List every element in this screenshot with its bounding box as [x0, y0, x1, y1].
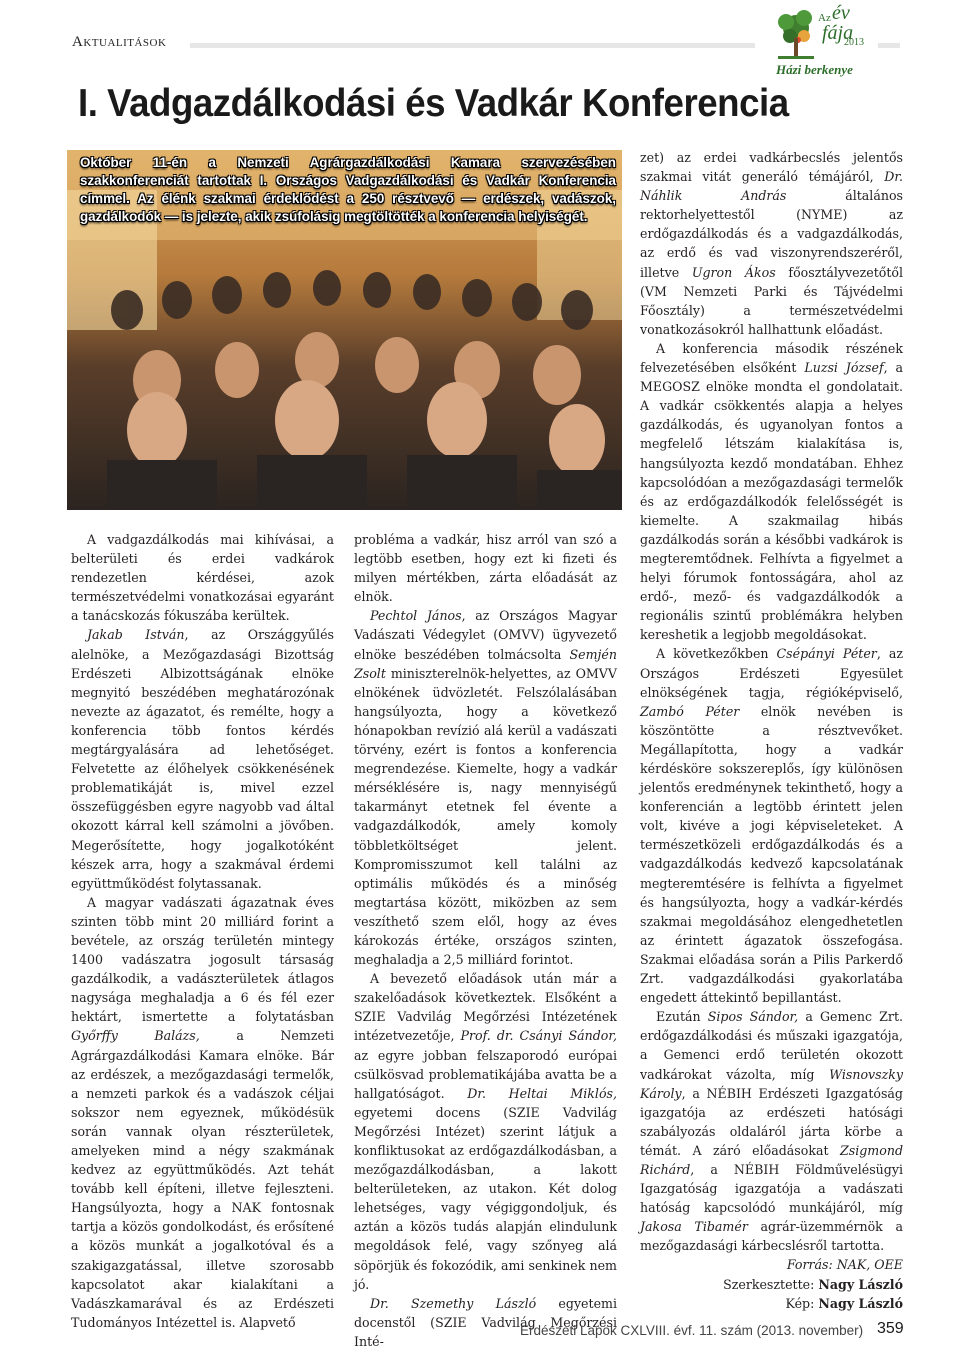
person-name: Győrffy Balázs, — [71, 1028, 200, 1044]
logo-caption: Házi berkenye — [776, 62, 853, 77]
person-name: Dr. Heltai Miklós, — [467, 1085, 617, 1101]
column-3 — [640, 148, 903, 1313]
person-name: Zambó Péter — [640, 703, 740, 719]
source-credit: Forrás: NAK, OEE — [786, 1257, 903, 1273]
person-name: Semjén Zsolt — [354, 646, 617, 681]
section-rule — [190, 43, 755, 48]
editor-credit: Szerkesztette: Nagy László — [723, 1276, 903, 1292]
logo-faja: fája — [822, 22, 854, 44]
paragraph: Jakab István, az Országgyűlés alelnöke, a Mezőgazdasági Bizottság Erdészeti Albizottságának elnöke megnyitó beszédében meghatározónak nevezte az ágazatot, és remélte, hogy a konferencia több fontos kérdés megtárgyalására ad lehetőséget. Felvetette az élőhelyek csökkenésének problematikáját is, mivel ezzel összefüggésben egyre nagyobb vad által okozott kárral kell számolni a jövőben. Megerősítette, hogy jogalkotóként készek arra, hogy a szakmával érdemi együttműködést folytassanak. — [71, 627, 334, 891]
paragraph: Pechtol János, az Országos Magyar Vadászati Védegylet (OMVV) ügyvezető elnöke beszédében tolmácsolta Semjén Zsolt miniszterelnök-helyettes, az OMVV elnökének üdvözletét. Felszólalásában hangsúlyozta, hogy a következő hónapokban revízió alá kerül a vadászati törvény, ezért is fontos a konferencia megrendezése. Kiemelte, hogy a vadkár mérséklésére is, nagy mennyiségű takarmányt etetnek fel évente a vadgazdálkodók, amely komoly többletköltséget jelent. Kompromisszumot kell találni az optimális működés és a minőség megtartása között, miközben az sem veszíthető szem elől, hogy az éves károkozás értéke, országos szinten, meghaladja a 2,5 milliárd forintot. — [354, 608, 617, 968]
paragraph: probléma a vadkár, hisz arról van szó a legtöbb esetben, hogy ezt ki fizeti és milyen mértékben, zárta előadását az elnök. — [354, 532, 617, 605]
person-name: Zsigmond Richárd — [640, 1142, 903, 1177]
page-number: 359 — [877, 1320, 904, 1337]
section-rule-right — [878, 43, 900, 48]
paragraph: A konferencia második részének felvezetésében elsőként Luzsi József, a MEGOSZ elnöke mondta el gondolatait. A vadkár csökkentés alapja a helyes gazdálkodás, és ugyanolyan fontos a megfelelő létszám kialakítása is, hangsúlyozta kezdő mondatában. Ehhez kapcsolódóan a mezőgazdasági termelők és az erdőgazdálkodók felelősségét is kiemelte. A szakmailag hibás gazdálkodás során a későbbi vadkárok is megteremtődnek. Felhívta a figyelmet a helyi fórumok fontosságára, ahol az erdő-, mező- és vadgazdálkodók a regionális szintű problémákra helyben kereshetik a legjobb megoldásokat. — [640, 340, 903, 643]
paragraph: A következőkben Csépányi Péter, az Országos Erdészeti Egyesület elnökségének tagja, régióképviselő, Zambó Péter elnök nevében is köszöntötte a résztvevőket. Megállapította, hogy a vadkár kérdésköre sokszereplős, így különösen jelentős eredménynek tekinthető, hogy a konferencián a legtöbb érintett jelen volt, kivéve a jogi képviseleteket. A természetközeli erdőgazdálkodás és a vadgazdálkodás kedvező kapcsolatának megteremtésére is felhívta a figyelmet és hangsúlyozta, hogy a vadkár-kérdés szakmai megoldásához elengedhetetlen az érintett ágazatok összefogása. Szakmai előadása során a Pilis Parkerdő Zrt. vadgazdálkodási gyakorlatába engedett áttekintő bepillantást. — [640, 646, 903, 1006]
person-name: Wisnovszky Károly — [640, 1066, 903, 1101]
column-2 — [354, 530, 617, 1351]
column-1 — [71, 530, 334, 1332]
section-label: Aktualitások — [72, 34, 167, 50]
photo-credit: Kép: Nagy László — [785, 1295, 903, 1311]
paragraph: A vadgazdálkodás mai kihívásai, a belterületi és erdei vadkárok rendezetlen kérdései, azok természetvédelmi vonatkozásai egyaránt a tanácskozás fókuszába kerültek. — [71, 532, 334, 624]
person-name: Sipos Sándor, — [707, 1009, 799, 1025]
person-name: Jakosa Tibamér — [640, 1219, 748, 1235]
paragraph: Dr. Szemethy László egyetemi docenstől (SZIE Vadvilág Megőrzési Inté- — [354, 1295, 617, 1349]
person-name: Csépányi Péter — [776, 646, 877, 662]
paragraph: zet) az erdei vadkárbecslés jelentős szakmai vitát generáló témájáról, Dr. Náhlik András általános rektorhelyettestől (NYME) az erdőgazdálkodás és a vadgazdálkodás, az erdő és vad viszonyrendszeréről, illetve Ugron Ákos főosztályvezetőtől (VM Nemzeti Parki és Tájvédelmi Főosztály) a természetvédelmi vonatkozásokról hallhattunk előadást. — [640, 150, 904, 337]
person-name: Jakab István — [87, 627, 185, 643]
person-name: Dr. Szemethy László — [370, 1295, 537, 1311]
photo-caption: Október 11-én a Nemzeti Agrárgazdálkodási Kamara szervezésében szakkonferenciát tartottak I. Országos Vadgazdálkodási és Vadkár Konferencia címmel. Az élénk szakmai érdeklődést a 250 résztvevő — erdészek, vadászok, gazdálkodók — is jelezte, akik zsúfolásig megtöltötték a konferencia helyiségét. — [80, 155, 616, 224]
logo-ev: év — [832, 2, 850, 24]
person-name: Prof. dr. Csányi Sándor, — [460, 1028, 617, 1044]
article-title: I. Vadgazdálkodási és Vadkár Konferencia — [78, 82, 789, 125]
journal-info: Erdészeti Lapok CXLVIII. évf. 11. szám (2013. november) — [520, 1323, 864, 1338]
logo-az: Az — [818, 12, 831, 24]
person-name: Luzsi József — [804, 360, 884, 376]
person-name: Pechtol János — [370, 608, 462, 624]
person-name: Dr. Náhlik András — [640, 169, 903, 204]
paragraph: A magyar vadászati ágazatnak éves szinten több mint 20 milliárd forint a bevétele, az ország területén mintegy 1400 vadászatra jogosult társaság gazdálkodik, a vadászterületek átlagos nagysága meghaladja a 6 és fél ezer hektárt, ismertette a folytatásban Győrffy Balázs, a Nemzeti Agrárgazdálkodási Kamara elnöke. Bár az erdészek, a mezőgazdasági termelők, a nemzeti parkok és a vadászok céljai sokszor nem egyeznek, működésük során vannak olyan részterületek, amelyeken mind a négy szakmának kedvez az együttműködés. Azt tehát tovább kell építeni, illetve fejleszteni. Hangsúlyozta, hogy a NAK fontosnak tartja a közös gondolkodást, és erősítené a közös munkát a jogalkotóval és a szakigazgatással, illetve szorosabb kapcsolatot akar kialakítani a Vadászkamarával és az Erdészeti Tudományos Intézettel is. Alapvető — [71, 894, 335, 1330]
paragraph: A bevezető előadások után már a szakelőadások következtek. Elsőként a SZIE Vadvilág Megőrzési Intézetének intézetvezetője, Prof. dr. Csányi Sándor, az egyre jobban felszaporodó európai csülkösvad problematikájába avatta be a hallgatóságot. Dr. Heltai Miklós, egyetemi docens (SZIE Vadvilág Megőrzési Intézet) szerint látjuk a konfliktusokat az erdőgazdálkodásban, a mezőgazdálkodásban, a lakott belterületeken, az utakon. Két dolog lehetséges, vagy végiggondoljuk, és aztán a közös tudás alapján elindulunk megoldások felé, vagy szőnyeg alá söpörjük és fokozódik, ami senkinek nem jó. — [354, 971, 617, 1292]
person-name: Ugron Ákos — [691, 264, 776, 280]
paragraph: Ezután Sipos Sándor, a Gemenc Zrt. erdőgazdálkodási és műszaki igazgatója, a Gemenci erdő területén okozott vadkárokat vázolta, míg Wisnovszky Károly, a NÉBIH Erdészeti Igazgatóság igazgatója az erdészeti hatósági szabályozás oldaláról járta körbe a témát. A záró előadásokat Zsigmond Richárd, a NÉBIH Földművelésügyi Igazgatóság igazgatója a vadászati hatóság kapcsolódó munkájáról, míg Jakosa Tibamér agrár-üzemmérnök a mezőgazdasági kárbecslésről tartotta. — [640, 1009, 904, 1254]
logo-year: 2013 — [844, 37, 864, 48]
